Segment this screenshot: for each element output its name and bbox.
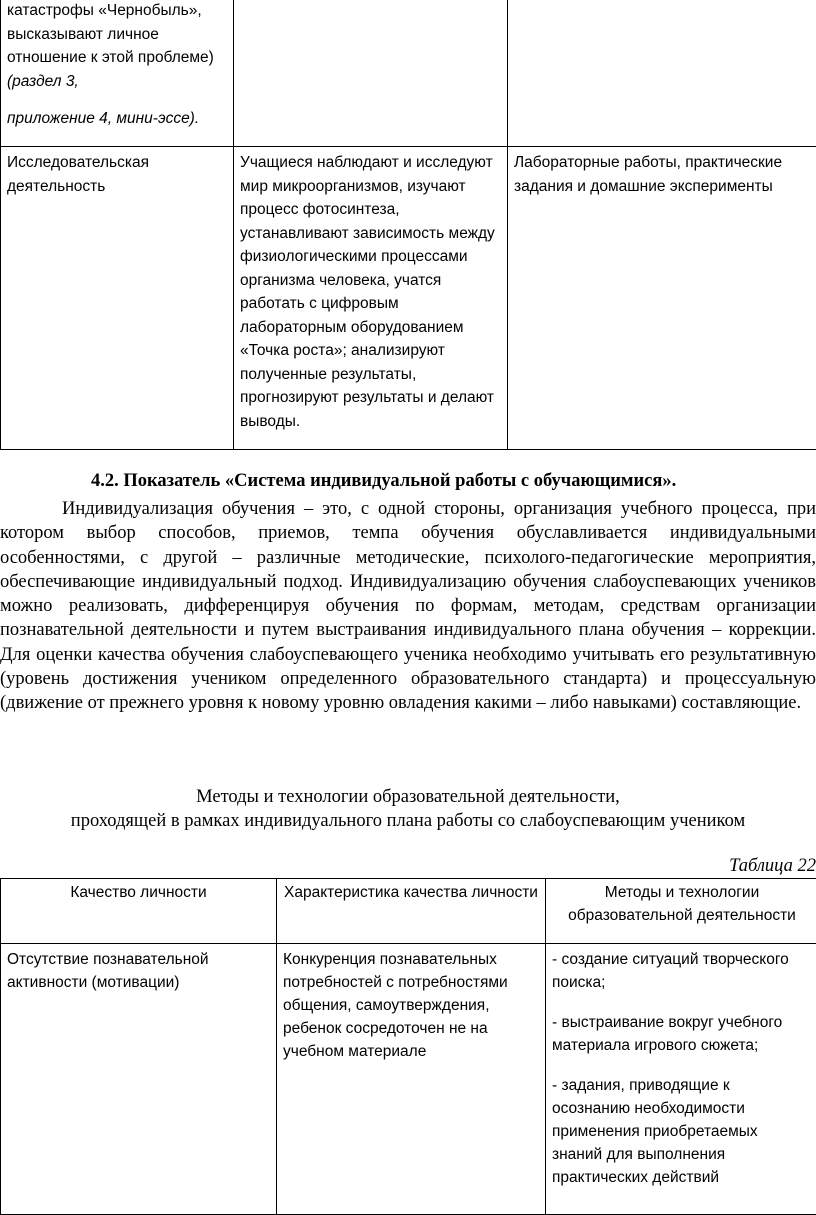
table-caption-line-2: проходящей в рамках индивидуального плана работы со слабоуспевающим учеником <box>0 811 816 832</box>
column-header: Качество личности <box>1 879 277 944</box>
top-table <box>0 0 816 450</box>
table-row <box>1 147 816 450</box>
table-row <box>1 0 816 147</box>
method-item: - задания, приводящие к осознанию необходимости применения приобретаемых знаний для выполнения практических действий <box>552 1074 812 1189</box>
cell-text: катастрофы «Чернобыль», высказывают личное отношение к этой проблеме) <box>7 2 214 66</box>
table-cell: Лабораторные работы, практические задания и домашние эксперименты <box>508 147 816 450</box>
table-number: Таблица 22 <box>729 856 816 877</box>
table-cell <box>508 0 816 147</box>
table-cell <box>1 0 234 147</box>
table-caption-line-1: Методы и технологии образовательной деятельности, <box>0 787 816 808</box>
paragraph-text: Индивидуализация обучения – это, с одной стороны, организация учебного процесса, при котором выбор способов, приемов, темпа обучения обуславливается индивидуальными особенностями, с другой – различные методические, психолого-педагогические мероприятия, обеспечивающие индивидуальный подход. Индивидуализацию обучения слабоуспевающих учеников можно реализовать, дифференцируя обучения по формам, методам, средствам организации познавательной деятельности и путем выстраивания индивидуального плана обучения – коррекции. Для оценки качества обучения слабоуспевающего ученика необходимо учитывать его результативную (уровень достижения учеником определенного образовательного стандарта) и процессуальную (движение от прежнего уровня к новому уровню овладения какими – либо навыками) составляющие. <box>0 499 816 713</box>
table-row <box>1 944 816 1215</box>
appendix-reference: приложение 4, мини-эссе). <box>7 110 199 127</box>
table-cell <box>234 0 508 147</box>
column-header: Методы и технологии образовательной деятельности <box>546 879 816 944</box>
table-cell: Отсутствие познавательной активности (мотивации) <box>1 944 277 1215</box>
table-cell: Конкуренция познавательных потребностей с потребностями общения, самоутверждения, ребенок сосредоточен не на учебном материале <box>277 944 546 1215</box>
column-header: Характеристика качества личности <box>277 879 546 944</box>
section-heading: 4.2. Показатель «Система индивидуальной работы с обучающимися». <box>91 471 676 492</box>
section-reference: (раздел 3, <box>7 73 79 90</box>
table-cell: Исследовательская деятельность <box>1 147 234 450</box>
methods-table <box>0 878 816 1215</box>
method-item: - создание ситуаций творческого поиска; <box>552 948 812 994</box>
method-item: - выстраивание вокруг учебного материала игрового сюжета; <box>552 1011 812 1057</box>
table-cell <box>546 944 816 1215</box>
table-cell: Учащиеся наблюдают и исследуют мир микроорганизмов, изучают процесс фотосинтеза, устанавливают зависимость между физиологическими процессами организма человека, учатся работать с цифровым лабораторным оборудованием «Точка роста»; анализируют полученные результаты, прогнозируют результаты и делают выводы. <box>234 147 508 450</box>
body-paragraph <box>0 497 816 716</box>
table-header-row <box>1 879 816 944</box>
